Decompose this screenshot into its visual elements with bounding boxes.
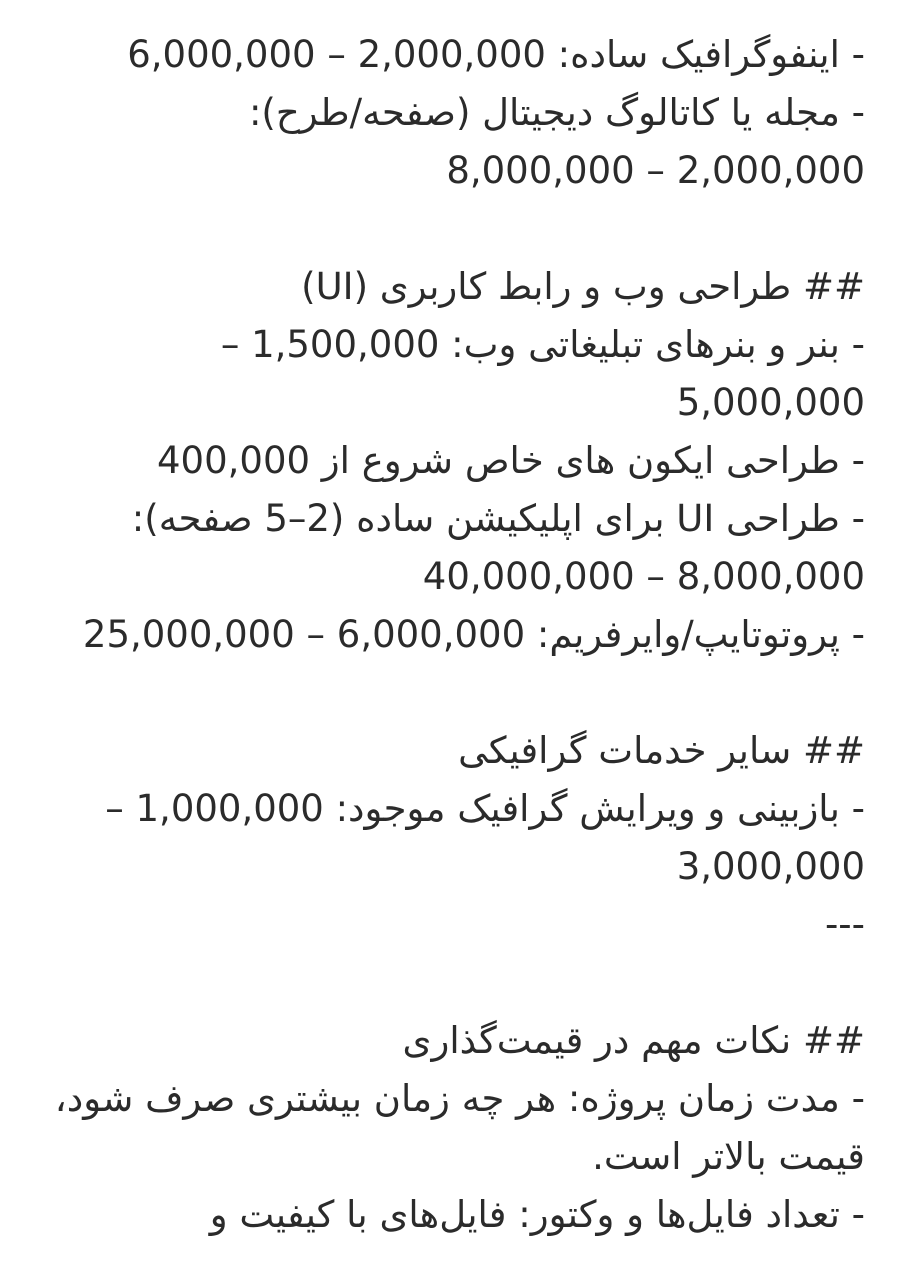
list-item-prototype-wireframe: - پروتوتایپ/وایرفریم: 6,000,000 – 25,000,000 (82, 613, 865, 656)
list-item-custom-icons: - طراحی ایکون های خاص شروع از 400,000 (157, 439, 865, 482)
section-heading-web-ui: ## طراحی وب و رابط کاربری (UI) (301, 265, 865, 308)
list-item-project-duration: - مدت زمان پروژه: هر چه زمان بیشتری صرف شود، (54, 1077, 865, 1120)
list-item-project-duration-cont: قیمت بالاتر است. (592, 1135, 865, 1178)
price-range-magazine: 2,000,000 – 8,000,000 (446, 149, 865, 192)
price-range-web-banners: 5,000,000 (676, 381, 865, 424)
section-heading-pricing-notes: ## نکات مهم در قیمت‌گذاری (402, 1019, 865, 1062)
section-heading-other-services: ## سایر خدمات گرافیکی (458, 729, 865, 772)
blank-line (25, 664, 865, 722)
horizontal-rule-text: --- (824, 903, 865, 946)
list-item-ui-app-design: - طراحی UI برای اپلیکیشن ساده (2–5 صفحه): (131, 497, 865, 540)
blank-line (25, 954, 865, 1012)
price-range-review-edit: 3,000,000 (676, 845, 865, 888)
list-item-infographic: - اینفوگرافیک ساده: 2,000,000 – 6,000,000 (127, 33, 865, 76)
list-item-review-edit: - بازبینی و ویرایش گرافیک موجود: 1,000,000 – (105, 787, 865, 830)
list-item-file-count-vector: - تعداد فایل‌ها و وکتور: فایل‌های با کیفیت و (209, 1193, 865, 1236)
list-item-web-banners: - بنر و بنرهای تبلیغاتی وب: 1,500,000 – (220, 323, 865, 366)
blank-line (25, 200, 865, 258)
list-item-magazine-catalog: - مجله یا کاتالوگ دیجیتال (صفحه/طرح): (248, 91, 865, 134)
price-range-ui-app: 8,000,000 – 40,000,000 (422, 555, 865, 598)
message-text-body (25, 26, 865, 1244)
